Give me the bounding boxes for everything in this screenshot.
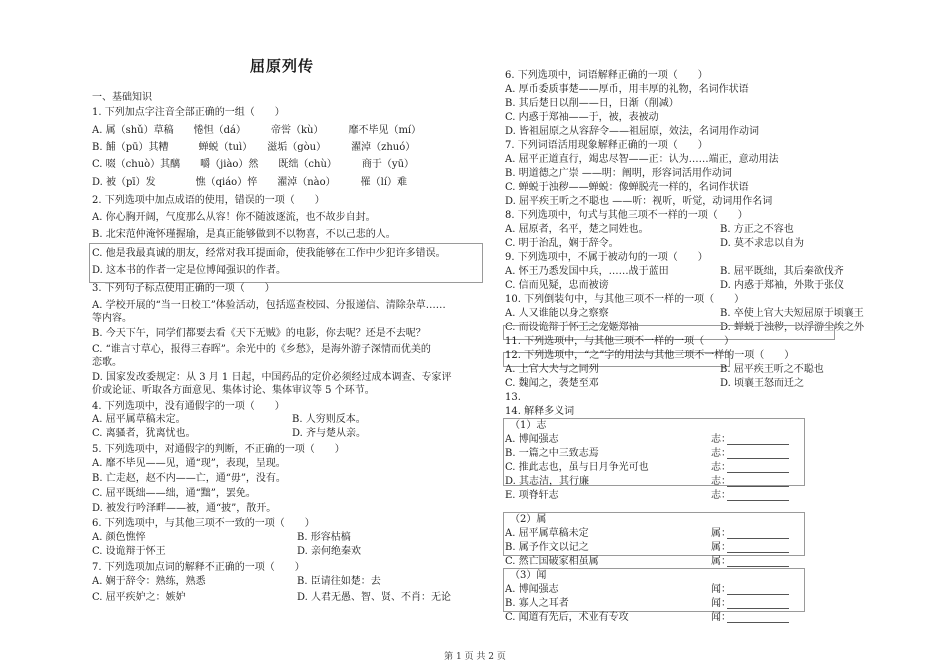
option: B. 屈平疾王听之不聪也 <box>720 364 824 375</box>
group-item: C. 闻道有先后，术业有专攻 <box>505 612 629 623</box>
option: B. 人穷则反本。 <box>292 414 366 425</box>
option: B. 屈平既绌，其后秦欲伐齐 <box>720 266 844 277</box>
group-item: B. 属予作文以记之 <box>505 542 589 553</box>
option: B. 今天下午，同学们都要去看《天下无贼》的电影，你去呢？还是不去呢？ <box>92 328 426 339</box>
option: B. 餔（pū）其糟 蝉蜕（tuì） 滋垢（gòu） 濯淖（zhuó） <box>92 142 416 153</box>
option: D. 齐与楚从亲。 <box>292 428 367 439</box>
option: D. 被发行吟泽畔——被，通“披”，散开。 <box>92 503 277 514</box>
group-item: D. 其志洁，其行廉 <box>505 476 590 487</box>
answer-label: 志： <box>711 490 731 501</box>
option: 恋歌。 <box>92 357 122 368</box>
group-item: C. 推此志也，虽与日月争光可也 <box>505 462 649 473</box>
question-5: 5. 下列选项中，对通假字的判断，不正确的一项（ ） <box>92 444 345 455</box>
answer-blank[interactable] <box>727 472 789 473</box>
option: D. 被（pī）发 憔（qiáo）悴 濯淖（nào） 罹（lí）难 <box>92 177 408 188</box>
group-item: B. 一篇之中三致志焉 <box>505 448 599 459</box>
option: C. “谁言寸草心，报得三春晖”。余光中的《乡愁》，是海外游子深情而优美的 <box>92 344 431 355</box>
option: A. 颜色憔悴 <box>92 532 146 543</box>
option: C. 屈平既绌——绌，通“黜”，罢免。 <box>92 488 256 499</box>
option: B. 北宋范仲淹怀瑾握瑜，是真正能够做到不以物喜，不以己悲的人。 <box>92 229 396 240</box>
option: A. 你心胸开阔，气度那么从容！你不随波逐流，也不故步自封。 <box>92 212 376 223</box>
question-6r: 6. 下列选项中，词语解释正确的一项（ ） <box>505 70 708 81</box>
option: A. 怀王乃悉发国中兵，……战于蓝田 <box>505 266 669 277</box>
answer-label: 志： <box>711 434 731 445</box>
question-12: 12. 下列选项中，“之”字的用法与其他三项不一样的一项（ ） <box>505 350 795 361</box>
option: C. 魏闻之，袭楚至邓 <box>505 378 599 389</box>
answer-label: 属： <box>711 528 731 539</box>
option: D. 蝉蜕于浊秽，以浮游尘埃之外 <box>720 322 865 333</box>
question-2: 2. 下列选项中加点成语的使用，错误的一项（ ） <box>92 195 325 206</box>
page-title: 屈原列传 <box>250 57 315 75</box>
answer-blank[interactable] <box>727 538 789 539</box>
answer-blank[interactable] <box>727 486 789 487</box>
option: A. 屈平属草稿未定。 <box>92 414 186 425</box>
answer-blank[interactable] <box>727 444 789 445</box>
group-item: B. 寡人之耳者 <box>505 598 569 609</box>
option: A. 人又谁能以身之察察 <box>505 308 609 319</box>
option: C. 蝉蜕于浊秽——蝉蜕：像蝉脱壳一样的，名词作状语 <box>505 182 749 193</box>
option: B. 卒使上官大夫短屈原于顷襄王 <box>720 308 864 319</box>
option: 等内容。 <box>92 313 132 324</box>
option: D. 这本书的作者一定是位博闻强识的作者。 <box>92 265 287 276</box>
answer-label: 志： <box>711 462 731 473</box>
question-13: 13. <box>505 392 521 403</box>
answer-blank[interactable] <box>727 608 789 609</box>
option: C. 屈平疾妒之：嫉妒 <box>92 592 186 603</box>
group-heading: （2）属 <box>510 514 547 525</box>
question-10: 10. 下列倒装句中，与其他三项不一样的一项（ ） <box>505 294 745 305</box>
option: 价或论证、听取各方面意见、集体讨论、集体审议等 5 个环节。 <box>92 385 375 396</box>
question-14: 14. 解释多义词 <box>505 406 575 417</box>
answer-blank[interactable] <box>727 622 789 623</box>
answer-label: 闻： <box>711 598 731 609</box>
page-footer: 第 1 页 共 2 页 <box>444 652 506 662</box>
option: D. 人君无愚、智、贤、不肖：无论 <box>297 592 452 603</box>
question-7r: 7. 下列词语活用现象解释正确的一项（ ） <box>505 140 708 151</box>
option: B. 亡走赵，赵不内——亡，通“毋”，没有。 <box>92 473 286 484</box>
answer-label: 属： <box>711 556 731 567</box>
option: C. 而设诡辩于怀王之宠姬郑袖 <box>505 322 639 333</box>
option: A. 屈原者，名平，楚之同姓也。 <box>505 224 649 235</box>
option: D. 国家发改委规定：从 3 月 1 日起，中国药品的定价必须经过成本调查、专家评 <box>92 372 452 383</box>
question-6: 6. 下列选项中，与其他三项不一致的一项（ ） <box>92 518 315 529</box>
answer-label: 闻： <box>711 612 731 623</box>
option: C. 他是我最真诚的朋友，经常对我耳提面命，使我能够在工作中少犯许多错误。 <box>92 248 446 259</box>
option: B. 臣请往如楚：去 <box>297 576 381 587</box>
option: B. 其后楚日以削——日，日渐（削减） <box>505 98 679 109</box>
option: C. 离骚者，犹离忧也。 <box>92 428 196 439</box>
option: D. 屈平疾王听之不聪也 ——听：视听，听觉，动词用作名词 <box>505 196 773 207</box>
option: A. 厚币委质事楚——厚币，用丰厚的礼物，名词作状语 <box>505 84 749 95</box>
option: D. 皆祖屈原之从容辞令——祖屈原，效法，名词用作动词 <box>505 126 760 137</box>
section-heading: 一、基础知识 <box>92 92 152 103</box>
option: D. 顷襄王怒而迁之 <box>720 378 805 389</box>
option: A. 属（shǔ）草稿 惓怛（dá） 帝喾（kù） 靡不毕见（mí） <box>92 125 422 136</box>
option: C. 明于治乱，娴于辞令。 <box>505 238 619 249</box>
answer-blank[interactable] <box>727 552 789 553</box>
question-8: 8. 下列选项中，句式与其他三项不一样的一项（ ） <box>505 210 748 221</box>
answer-label: 闻： <box>711 584 731 595</box>
question-1: 1. 下列加点字注音全部正确的一组（ ） <box>92 107 285 118</box>
group-item: A. 屈平属草稿未定 <box>505 528 589 539</box>
option: A. 学校开展的“当一日校工”体验活动，包括巡查校园、分报递信、清除杂草…… <box>92 300 446 311</box>
group-item: A. 博闻强志 <box>505 584 559 595</box>
option: C. 信而见疑，忠而被谤 <box>505 280 609 291</box>
option: A. 靡不毕见——见，通“现”，表现，呈现。 <box>92 458 286 469</box>
answer-blank[interactable] <box>727 458 789 459</box>
option: D. 内惑于郑袖，外欺于张仪 <box>720 280 845 291</box>
question-7: 7. 下列选项加点词的解释不正确的一项（ ） <box>92 562 305 573</box>
option: C. 内惑于郑袖——于，被，表被动 <box>505 112 659 123</box>
option: D. 莫不求忠以自为 <box>720 238 805 249</box>
answer-blank[interactable] <box>727 594 789 595</box>
question-9: 9. 下列选项中，不属于被动句的一项（ ） <box>505 252 708 263</box>
option: A. 上官大夫与之同列 <box>505 364 599 375</box>
answer-blank[interactable] <box>727 500 789 501</box>
question-3: 3. 下列句子标点使用正确的一项（ ） <box>92 283 275 294</box>
group-item: E. 项脊轩志 <box>505 490 559 501</box>
group-item: A. 博闻强志 <box>505 434 559 445</box>
group-item: C. 然亡国破家相虽属 <box>505 556 599 567</box>
answer-blank[interactable] <box>727 566 789 567</box>
question-4: 4. 下列选项中，没有通假字的一项（ ） <box>92 401 285 412</box>
option: B. 形容枯槁 <box>297 532 351 543</box>
option: D. 亲何绝秦欢 <box>297 546 362 557</box>
option: C. 啜（chuò）其醨 嚼（jiào）然 既绌（chù） 商于（yū） <box>92 159 415 170</box>
answer-label: 志： <box>711 476 731 487</box>
option: C. 设诡辩于怀王 <box>92 546 166 557</box>
answer-label: 属： <box>711 542 731 553</box>
option: B. 明道德之广崇 ——明：阐明，形容词活用作动词 <box>505 168 732 179</box>
option: A. 屈平正道直行，竭忠尽智——正：认为……端正，意动用法 <box>505 154 779 165</box>
group-heading: （1）志 <box>510 420 547 431</box>
option: B. 方正之不容也 <box>720 224 794 235</box>
option: A. 娴于辞令：熟练，熟悉 <box>92 576 206 587</box>
group-heading: （3）闻 <box>510 570 547 581</box>
answer-label: 志： <box>711 448 731 459</box>
question-11: 11. 下列选项中，与其他三项不一样的一项（ ） <box>505 336 735 347</box>
